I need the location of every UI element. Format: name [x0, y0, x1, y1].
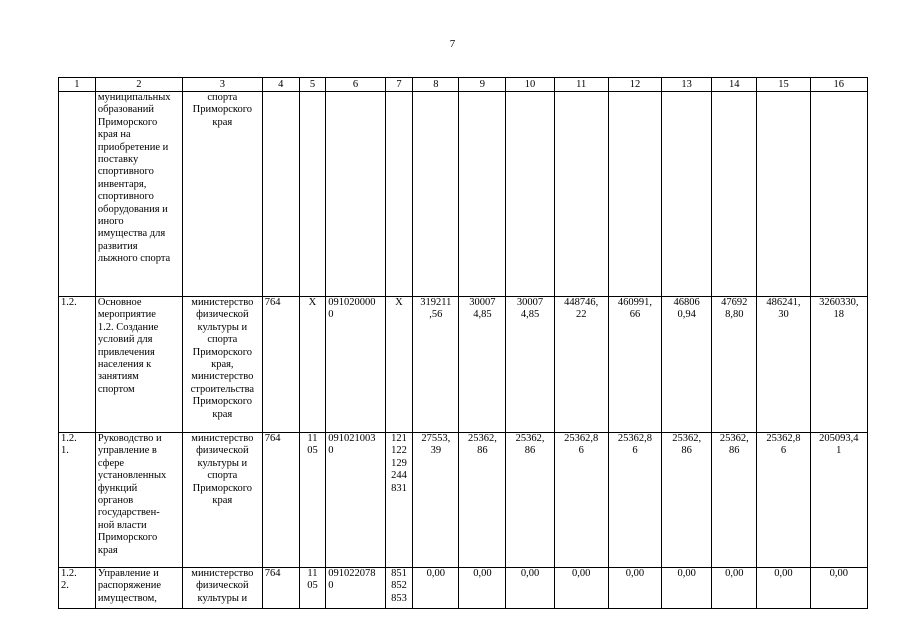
table-cell [326, 92, 385, 297]
table-cell: 319211 ,56 [413, 297, 459, 433]
header-cell: 1 [59, 78, 96, 92]
table-cell [662, 92, 712, 297]
header-cell: 9 [459, 78, 506, 92]
table-cell [757, 92, 810, 297]
table-cell [385, 92, 413, 297]
table-cell: министерство физической культуры и спорта Приморского края, министерство строительства Приморского края [182, 297, 262, 433]
table-cell: 0,00 [554, 568, 608, 609]
header-cell: 2 [95, 78, 182, 92]
table-cell: 764 [262, 297, 299, 433]
table-cell [59, 92, 96, 297]
table-cell: 121 122 129 244 831 [385, 433, 413, 568]
table-cell: 11 05 [299, 568, 326, 609]
table-cell: 0,00 [712, 568, 757, 609]
table-cell: 25362, 86 [506, 433, 554, 568]
header-cell: 3 [182, 78, 262, 92]
table-header-row [59, 78, 868, 92]
table-cell: 091020000 0 [326, 297, 385, 433]
header-cell: 11 [554, 78, 608, 92]
table-cell: 460991, 66 [608, 297, 661, 433]
table-cell: 47692 8,80 [712, 297, 757, 433]
table-cell: 0,00 [757, 568, 810, 609]
table-cell: 25362,8 6 [608, 433, 661, 568]
table-cell: муниципальных образований Приморского края на приобретение и поставку спортивного инвентаря, спортивного оборудования и иного имущества для развития лыжного спорта [95, 92, 182, 297]
table-cell: 764 [262, 568, 299, 609]
table-cell: X [385, 297, 413, 433]
table-cell: 11 05 [299, 433, 326, 568]
table-cell: 0,00 [608, 568, 661, 609]
table-cell [262, 92, 299, 297]
table-cell [506, 92, 554, 297]
table-cell: 25362,8 6 [554, 433, 608, 568]
table-cell: 0,00 [506, 568, 554, 609]
header-cell: 13 [662, 78, 712, 92]
header-cell: 16 [810, 78, 867, 92]
header-cell: 4 [262, 78, 299, 92]
table-cell: X [299, 297, 326, 433]
table-cell: Основное мероприятие 1.2. Создание условий для привлечения населения к занятиям спортом [95, 297, 182, 433]
header-cell: 10 [506, 78, 554, 92]
table-cell [299, 92, 326, 297]
table-cell: 764 [262, 433, 299, 568]
header-cell: 14 [712, 78, 757, 92]
table-cell: 1.2. [59, 297, 96, 433]
table-row [59, 297, 868, 433]
table-cell: 25362,8 6 [757, 433, 810, 568]
table-cell: спорта Приморского края [182, 92, 262, 297]
table-cell: 0,00 [413, 568, 459, 609]
header-cell: 15 [757, 78, 810, 92]
table-cell: 851 852 853 [385, 568, 413, 609]
header-cell: 6 [326, 78, 385, 92]
table-cell [608, 92, 661, 297]
table-row [59, 92, 868, 297]
table-row [59, 568, 868, 609]
header-cell: 12 [608, 78, 661, 92]
table-row [59, 433, 868, 568]
table-cell: 0,00 [810, 568, 867, 609]
table-cell [459, 92, 506, 297]
table-cell: 0,00 [662, 568, 712, 609]
table-cell: министерство физической культуры и спорта Приморского края [182, 433, 262, 568]
table-cell [413, 92, 459, 297]
table-cell: министерство физической культуры и [182, 568, 262, 609]
table-cell: 25362, 86 [662, 433, 712, 568]
table-cell: 091021003 0 [326, 433, 385, 568]
table-cell: 25362, 86 [459, 433, 506, 568]
page-number: 7 [449, 38, 456, 50]
table-cell [712, 92, 757, 297]
table-cell: 30007 4,85 [459, 297, 506, 433]
table-cell: 30007 4,85 [506, 297, 554, 433]
table-cell [554, 92, 608, 297]
table-cell: 0,00 [459, 568, 506, 609]
header-cell: 8 [413, 78, 459, 92]
header-cell: 5 [299, 78, 326, 92]
table-cell: 486241, 30 [757, 297, 810, 433]
table-cell: 27553, 39 [413, 433, 459, 568]
table-cell: 25362, 86 [712, 433, 757, 568]
header-cell: 7 [385, 78, 413, 92]
table-cell: 448746, 22 [554, 297, 608, 433]
table-cell: 1.2. 1. [59, 433, 96, 568]
table-cell: 205093,4 1 [810, 433, 867, 568]
table-cell: 3260330, 18 [810, 297, 867, 433]
table-cell: Управление и распоряжение имуществом, [95, 568, 182, 609]
table-cell [810, 92, 867, 297]
table-cell: 091022078 0 [326, 568, 385, 609]
table-cell: 46806 0,94 [662, 297, 712, 433]
budget-table [58, 77, 868, 609]
table-cell: Руководство и управление в сфере установленных функций органов государствен- ной власти Приморского края [95, 433, 182, 568]
table-cell: 1.2. 2. [59, 568, 96, 609]
